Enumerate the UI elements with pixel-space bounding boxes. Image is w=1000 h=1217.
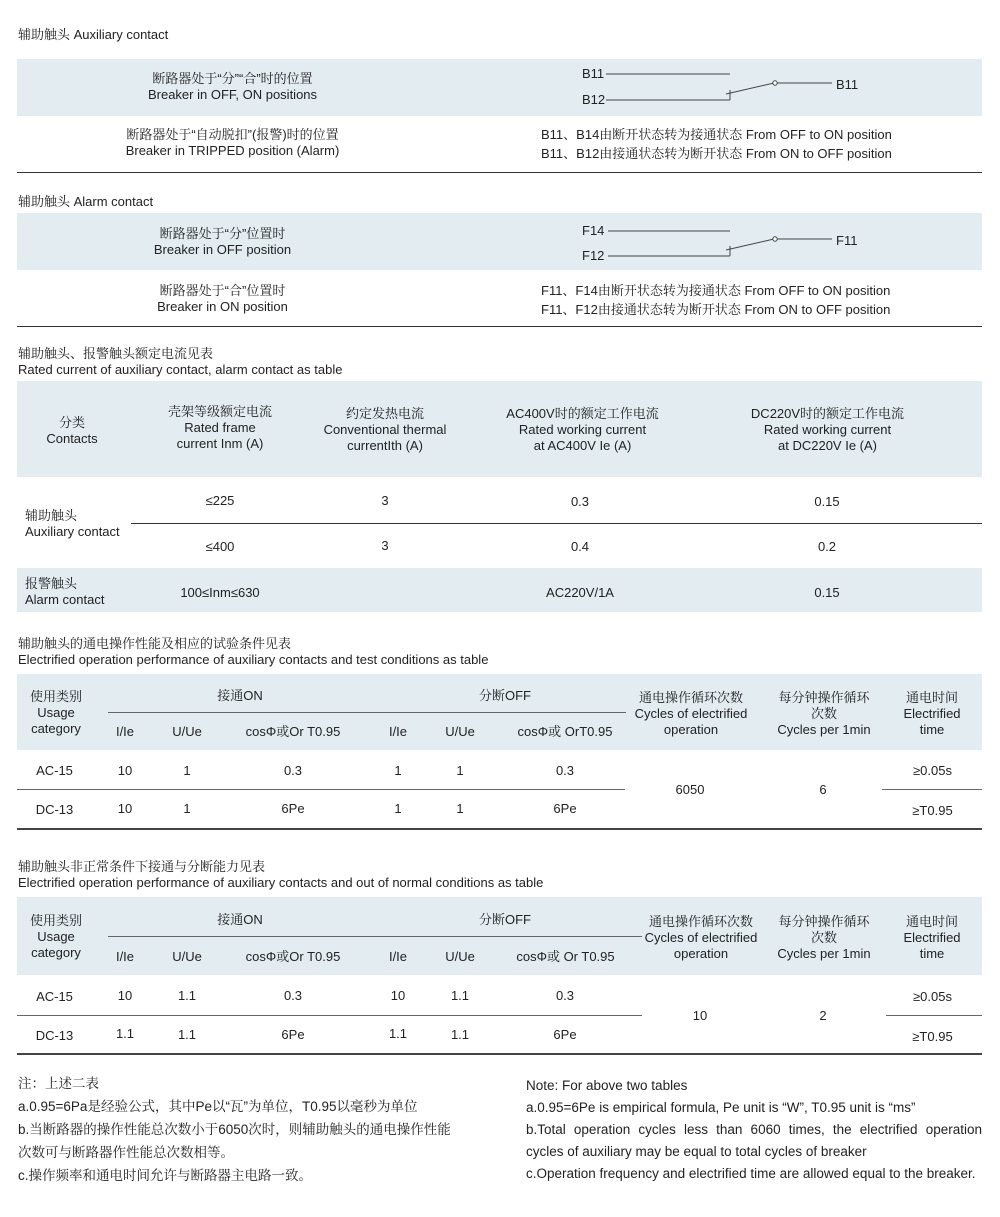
ac-cell: AC220V/1A [546,585,614,600]
time-cell: ≥0.05s [913,763,952,778]
aux-contact-label: 辅助触头 Auxiliary contact [25,508,120,539]
value-cell: 10 [117,988,133,1003]
value-cell: 6Pe [553,801,577,816]
header-contacts: 分类 Contacts [46,415,98,446]
cycles-cell: 6050 [675,782,705,797]
dc-cell: 0.15 [814,585,840,600]
header-i-ie: I/Ie [388,724,408,739]
header-i-ie: I/Ie [115,949,135,964]
header-cycles: 通电操作循环次数 Cycles of electrified operation [644,914,758,961]
tripped-label: 断路器处于“自动脱扣”(报警)时的位置 Breaker in TRIPPED position (Alarm) [125,127,340,158]
terminal-label: F14 [582,223,605,238]
operation-table-title: 辅助触头的通电操作性能及相应的试验条件见表 Electrified operation performance of auxiliary contacts and test conditions as table [18,636,489,667]
terminal-label: B11 [582,66,605,81]
header-cos: cosΦ或Or T0.95 [245,949,341,964]
category-cell: AC-15 [36,763,73,778]
value-cell: 1 [394,801,402,816]
header-thermal-current: 约定发热电流 Conventional thermal currentIth (A) [323,406,447,453]
value-cell: 1.1 [450,1027,470,1042]
value-cell: 1.1 [177,988,197,1003]
frame-cell: ≤225 [205,493,235,508]
header-usage: 使用类别 Usage category [29,913,82,960]
value-cell: 1 [456,763,464,778]
value-cell: 6Pe [281,801,305,816]
value-cell: 0.3 [283,763,303,778]
position-label: 断路器处于“分”“合”时的位置 Breaker in OFF, ON positions [147,71,318,102]
value-cell: 1 [183,763,191,778]
divider [17,326,982,327]
header-per-min: 每分钟操作循环 次数 Cycles per 1min [777,690,871,737]
dc-cell: 0.15 [814,494,840,509]
ac-cell: 0.3 [570,494,590,509]
value-cell: 1 [183,801,191,816]
ith-cell: 3 [381,538,389,553]
frame-cell: 100≤Inm≤630 [180,585,260,600]
time-cell: ≥T0.95 [912,1029,953,1044]
time-cell: ≥T0.95 [912,803,953,818]
notes-chinese: 注：上述二表 a.0.95=6Pa是经验公式，其中Pe以“瓦”为单位，T0.95以毫秒为单位 b.当断路器的操作性能总次数小于6050次时，则辅助触头的通电操作性能 次数可与断路器作性能总次数相等。 c.操作频率和通电时间允许与断路器主电路一致。 [18,1076,451,1183]
on-position-description: F11、F14由断开状态转为接通状态 From OFF to ON position F11、F12由接通状态转为断开状态 From ON to OFF position [541,283,891,317]
header-dc220v: DC220V时的额定工作电流 Rated working current at DC220V Ie (A) [750,406,905,453]
header-cos: cosΦ或 OrT0.95 [517,724,613,739]
section-title-alarm: 辅助触头 Alarm contact [18,194,154,209]
per-min-cell: 2 [819,1008,827,1023]
ith-cell: 3 [381,493,389,508]
abnormal-table-title: 辅助触头非正常条件下接通与分断能力见表 Electrified operation performance of auxiliary contacts and out of normal conditions as table [18,859,544,890]
alarm-contact-label: 报警触头 Alarm contact [25,576,105,607]
terminal-label: B11 [836,77,859,92]
value-cell: 0.3 [283,988,303,1003]
tripped-description: B11、B14由断开状态转为接通状态 From OFF to ON position B11、B12由接通状态转为断开状态 From ON to OFF position [541,127,892,161]
header-off: 分断OFF [479,688,531,703]
time-cell: ≥0.05s [913,989,952,1004]
header-time: 通电时间 Electrified time [903,690,961,737]
terminal-label: F12 [582,248,605,263]
value-cell: 1.1 [177,1027,197,1042]
header-divider [108,712,626,713]
value-cell: 0.3 [555,988,575,1003]
divider [17,1015,642,1016]
header-ac400v: AC400V时的额定工作电流 Rated working current at AC400V Ie (A) [506,406,659,453]
per-min-cell: 6 [819,782,827,797]
category-cell: DC-13 [35,1028,74,1043]
value-cell: 1.1 [115,1026,135,1041]
header-u-ue: U/Ue [172,949,202,964]
contact-diagram-f [570,218,870,268]
header-on: 接通ON [217,688,263,703]
header-time: 通电时间 Electrified time [903,914,961,961]
terminal-label: F11 [836,233,858,248]
divider [886,1015,982,1016]
header-cos: cosΦ或 Or T0.95 [516,949,615,964]
value-cell: 10 [117,763,133,778]
header-u-ue: U/Ue [445,949,475,964]
value-cell: 0.3 [555,763,575,778]
header-u-ue: U/Ue [445,724,475,739]
notes-english: Note: For above two tables a.0.95=6Pe is empirical formula, Pe unit is “W”, T0.95 unit is “ms” b.Total operation cycles less than 6060 times, the electrified operation cycles of auxiliary may be equal to total cycles of breaker c.Operation frequency and electrified time are allowed equal to the breaker. [526,1078,982,1181]
divider [882,789,982,790]
contact-diagram-b [570,62,870,112]
divider [17,789,625,790]
header-cycles: 通电操作循环次数 Cycles of electrified operation [634,690,748,737]
header-usage: 使用类别 Usage category [29,689,82,736]
category-cell: AC-15 [36,989,73,1004]
on-position-label: 断路器处于“合”位置时 Breaker in ON position [157,283,288,314]
header-i-ie: I/Ie [388,949,408,964]
value-cell: 1.1 [388,1026,408,1041]
header-frame-current: 壳架等级额定电流 Rated frame current Inm (A) [167,404,272,451]
off-position-label: 断路器处于“分”位置时 Breaker in OFF position [153,226,292,257]
header-off: 分断OFF [479,912,531,927]
divider [17,172,982,173]
frame-cell: ≤400 [205,539,235,554]
cycles-cell: 10 [692,1008,708,1023]
table-bottom-rule [17,828,982,830]
header-u-ue: U/Ue [172,724,202,739]
header-per-min: 每分钟操作循环 次数 Cycles per 1min [777,914,871,961]
value-cell: 1 [456,801,464,816]
terminal-label: B12 [582,92,606,107]
value-cell: 1 [394,763,402,778]
header-cos: cosΦ或Or T0.95 [245,724,341,739]
header-on: 接通ON [217,912,263,927]
table-bottom-rule [17,1053,982,1055]
value-cell: 10 [390,988,406,1003]
value-cell: 10 [117,801,133,816]
header-divider [108,936,642,937]
divider [131,523,982,524]
value-cell: 6Pe [281,1027,305,1042]
category-cell: DC-13 [35,802,74,817]
value-cell: 1.1 [450,988,470,1003]
header-i-ie: I/Ie [115,724,135,739]
rated-table-title: 辅助触头、报警触头额定电流见表 Rated current of auxiliary contact, alarm contact as table [18,346,343,377]
section-title-auxiliary: 辅助触头 Auxiliary contact [18,27,169,42]
value-cell: 6Pe [553,1027,577,1042]
ac-cell: 0.4 [570,539,590,554]
dc-cell: 0.2 [817,539,837,554]
